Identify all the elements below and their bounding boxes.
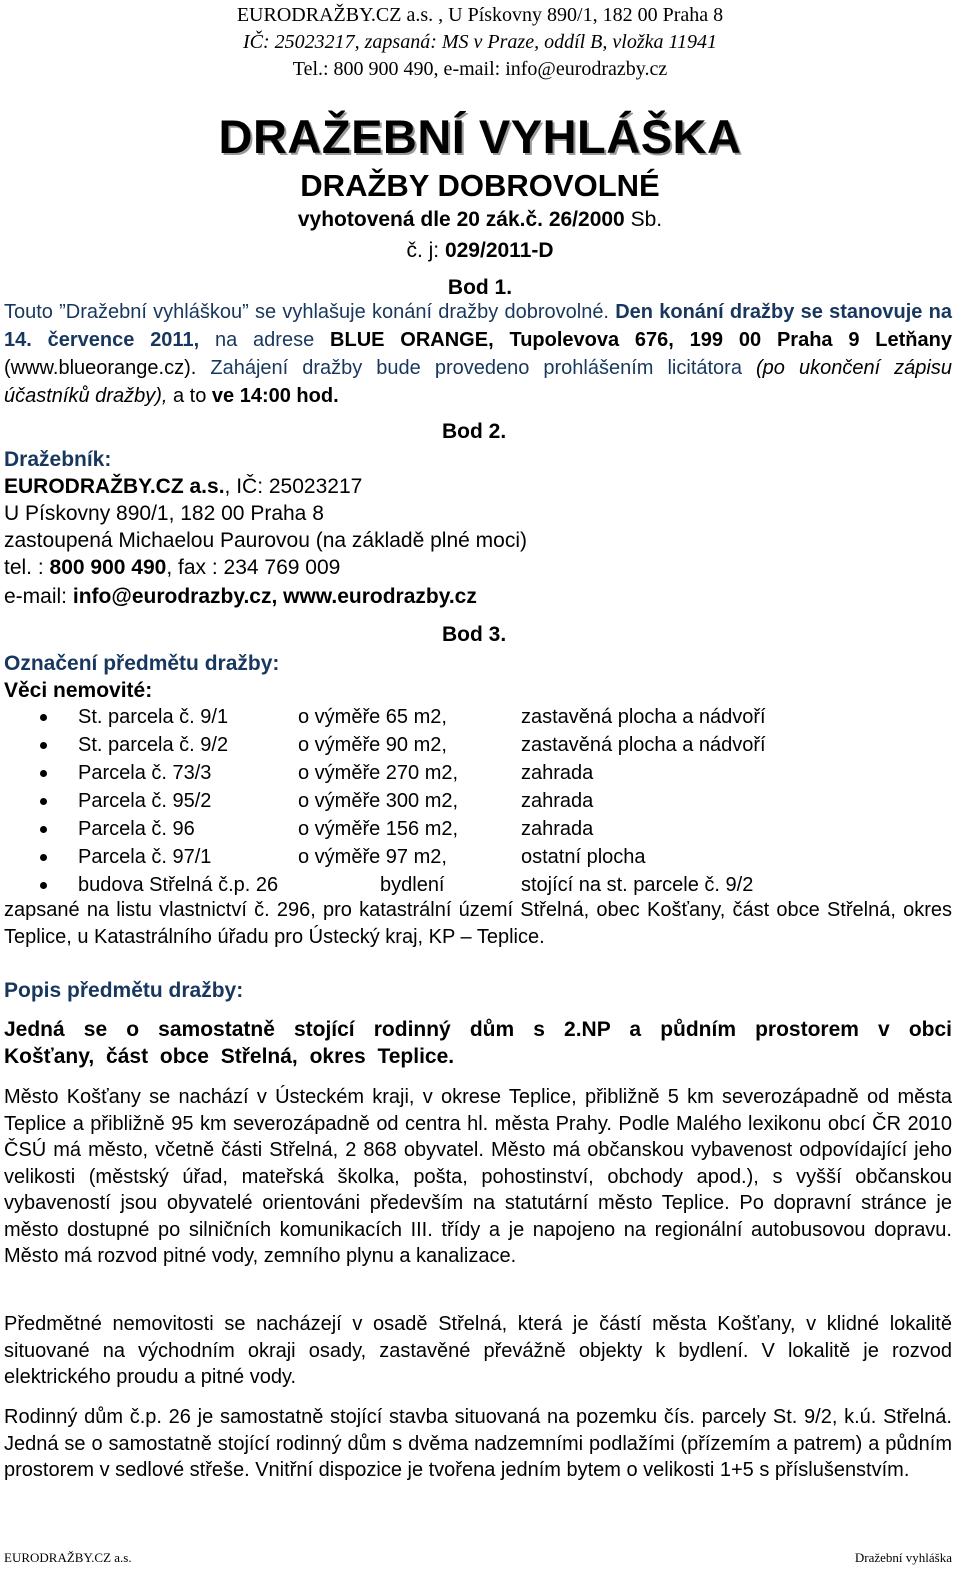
parcel-type: zahrada — [521, 818, 594, 840]
legal-reference — [0, 206, 960, 233]
bod1-paragraph — [4, 298, 952, 410]
auctioneer-company: EURODRAŽBY.CZ a.s. — [4, 475, 225, 498]
case-number-label: č. j: — [406, 239, 440, 262]
bod2-heading: Bod 2. — [442, 420, 507, 443]
parcel-type: zahrada — [521, 790, 594, 812]
parcel-area: o výměře 97 m2, — [298, 846, 447, 868]
parcel-type: zastavěná plocha a nádvoří — [521, 734, 766, 756]
legal-ref-prefix: vyhotovená dle — [297, 208, 451, 231]
bullet-icon — [40, 882, 47, 889]
bod1-venue: BLUE ORANGE, Tupolevova 676, 199 00 Praha 9 Letňany — [330, 329, 952, 351]
bod1-intro: Touto ”Dražební vyhláškou” se vyhlašuje konání dražby dobrovolné. — [4, 301, 609, 323]
description-paragraph-3: Rodinný dům č.p. 26 je samostatně stojící stavba situovaná na pozemku čís. parcely St. 9/2, k.ú. Střelná. Jedná se o samostatně stojící rodinný dům s dvěma nadzemními podlažími (přízemím a patrem) a půdním prostorem v sedlové střeše. Vnitřní dispozice je tvořena jedním bytem o velikosti 1+5 s příslušenstvím. — [4, 1406, 952, 1481]
auctioneer-representative: zastoupená Michaelou Paurovou (na základě plné moci) — [4, 529, 527, 552]
parcel-type: zahrada — [521, 762, 594, 784]
letterhead-line-1: EURODRAŽBY.CZ a.s. , U Pískovny 890/1, 182 00 Praha 8 — [236, 4, 724, 26]
document-title: DRAŽEBNÍ VYHLÁŠKA — [218, 110, 742, 163]
footer-right: Dražební vyhláška — [854, 1550, 952, 1565]
land-registry-text: zapsané na listu vlastnictví č. 296, pro katastrální území Střelná, obec Košťany, část obce Střelná, okres Teplice, u Katastrálního úřadu pro Ústecký kraj, KP – Teplice. — [4, 899, 952, 948]
parcel-area: o výměře 90 m2, — [298, 734, 447, 756]
building-location: stojící na st. parcele č. 9/2 — [521, 874, 754, 896]
auctioneer-label: Dražebník: — [4, 448, 112, 471]
description-label: Popis předmětu dražby: — [4, 979, 244, 1002]
description-paragraph-2: Předmětné nemovitosti se nacházejí v osadě Střelná, která je částí města Košťany, v klidné lokalitě situované na východním okraji osady, zastavěné převážně objekty k bydlení. V lokalitě je rozvod elektrického proudu a pitné vody. — [4, 1313, 952, 1388]
auctioneer-email-line — [4, 583, 527, 610]
building-use: bydlení — [380, 874, 445, 896]
auctioneer-email-label: e-mail: — [4, 585, 68, 608]
bullet-icon — [40, 714, 47, 721]
bod1-time: ve 14:00 hod. — [211, 385, 339, 407]
parcel-number: Parcela č. 95/2 — [78, 790, 212, 812]
auctioneer-address: U Pískovny 890/1, 182 00 Praha 8 — [4, 502, 324, 525]
letterhead-line-2: IČ: 25023217, zapsaná: MS v Praze, oddíl B, vložka 11941 — [242, 31, 718, 53]
description-lead: Jedná se o samostatně stojící rodinný dům s 2.NP a půdním prostorem v obci Košťany, část obce Střelná, okres Teplice. — [4, 1018, 952, 1068]
parcel-area: o výměře 300 m2, — [298, 790, 459, 812]
bod1-and: a to — [172, 385, 207, 407]
bullet-icon — [40, 798, 47, 805]
document-subtitle: DRAŽBY DOBROVOLNÉ — [300, 168, 660, 203]
parcel-area: o výměře 156 m2, — [298, 818, 459, 840]
auctioneer-fax: , fax : 234 769 009 — [166, 556, 341, 579]
description-paragraph-1: Město Košťany se nachází v Ústeckém kraji, v okrese Teplice, přibližně 5 km severozápadně od města Teplice a přibližně 95 km severozápadně od centra hl. města Prahy. Podle Malého lexikonu obcí ČR 2010 ČSÚ má město, včetně části Střelná, 2 868 obyvatel. Město má občanskou vybavenost odpovídající jeho velikosti (městský úřad, mateřská školka, pošta, pohostinství, obchody apod.), s vyšší občanskou vybaveností jsou obyvatelé orientováni především na statutární město Teplice. Po dopravní stránce je město dostupné po silničních komunikacích III. třídy a je napojeno na regionální autobusovou dopravu. Město má rozvod pitné vody, zemního plynu a kanalizace. — [4, 1086, 952, 1267]
bod1-address-prefix: na adrese — [214, 329, 315, 351]
bullet-icon — [40, 770, 47, 777]
legal-ref-law: 20 zák.č. 26/2000 — [456, 208, 625, 231]
bod1-venue-url: (www.blueorange.cz). — [4, 357, 197, 379]
bod1-auction-date: Den konání dražby se stanovuje na 14. července 2011, — [4, 301, 952, 351]
parcel-number: Parcela č. 96 — [78, 818, 195, 840]
auctioneer-email: info@eurodrazby.cz, www.eurodrazby.cz — [72, 585, 477, 608]
parcel-area: o výměře 270 m2, — [298, 762, 459, 784]
parcel-area: o výměře 65 m2, — [298, 706, 447, 728]
parcel-type: zastavěná plocha a nádvoří — [521, 706, 766, 728]
bod1-start-condition: (po ukončení zápisu účastníků dražby), — [4, 357, 952, 407]
letterhead — [0, 2, 960, 83]
bullet-icon — [40, 826, 47, 833]
auctioneer-block — [4, 446, 527, 610]
subject-sublabel: Věci nemovité: — [4, 679, 153, 702]
bod1-start-info: Zahájení dražby bude provedeno prohlášením licitátora — [210, 357, 742, 379]
auctioneer-tel: 800 900 490 — [49, 556, 167, 579]
parcel-number: St. parcela č. 9/2 — [78, 734, 229, 756]
footer-left: EURODRAŽBY.CZ a.s. — [4, 1550, 132, 1565]
auctioneer-phone-line — [4, 554, 527, 581]
bod3-heading: Bod 3. — [442, 623, 507, 646]
letterhead-line-3: Tel.: 800 900 490, e-mail: info@eurodrazby.cz — [292, 58, 668, 80]
building-name: budova Střelná č.p. 26 — [78, 874, 279, 896]
bullet-icon — [40, 854, 47, 861]
auctioneer-company-line — [4, 473, 527, 500]
bullet-icon — [40, 742, 47, 749]
auctioneer-ico: , IČ: 25023217 — [224, 475, 363, 498]
case-number-value: 029/2011-D — [444, 239, 554, 262]
auctioneer-tel-label: tel. : — [4, 556, 44, 579]
legal-ref-suffix: Sb. — [630, 208, 663, 231]
bod1-heading: Bod 1. — [447, 276, 513, 299]
parcel-number: Parcela č. 73/3 — [78, 762, 212, 784]
parcel-number: St. parcela č. 9/1 — [78, 706, 229, 728]
parcel-type: ostatní plocha — [521, 846, 646, 868]
parcel-number: Parcela č. 97/1 — [78, 846, 212, 868]
subject-label: Označení předmětu dražby: — [4, 652, 280, 675]
case-number — [0, 237, 960, 264]
